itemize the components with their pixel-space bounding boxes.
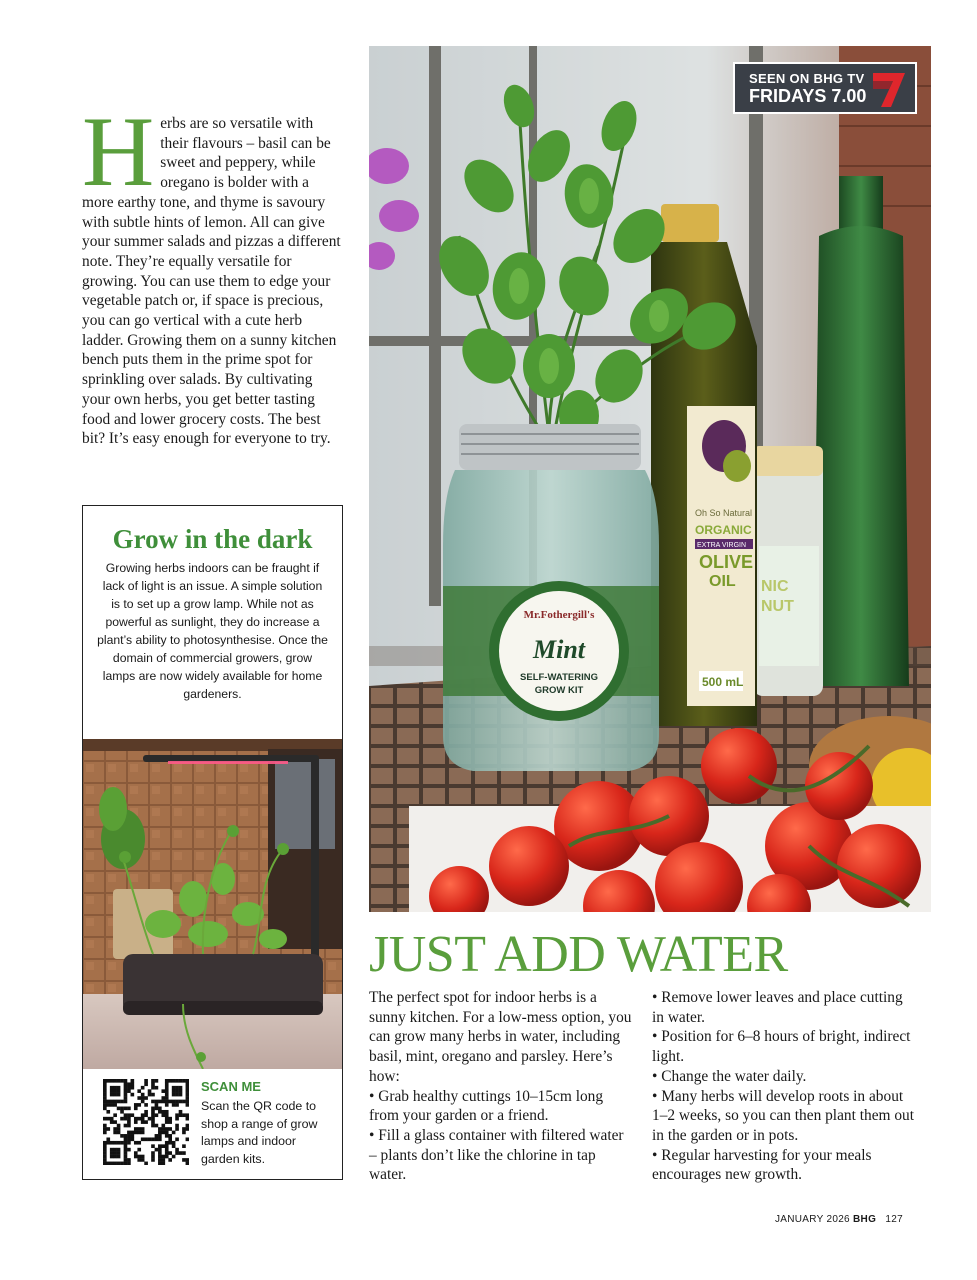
seen-on-tv-badge (733, 62, 917, 114)
article-paragraph: • Regular harvesting for your meals encourages new growth. (652, 1146, 872, 1184)
scan-me-body: Scan the QR code to shop a range of grow lamps and indoor garden kits. (201, 1099, 318, 1166)
sidebar-title: Grow in the dark (112, 524, 313, 554)
grow-in-the-dark-box (82, 505, 343, 1180)
oil-name-1: OLIVE (699, 552, 754, 572)
scan-me-title: SCAN ME (201, 1079, 261, 1094)
article-column-1 (369, 988, 633, 1185)
intro-paragraph (82, 96, 344, 449)
coconut-label-1: NIC (761, 578, 789, 595)
oil-organic: ORGANIC (695, 523, 752, 537)
oil-virgin: EXTRA VIRGIN (697, 542, 747, 549)
oil-name-2: OIL (709, 573, 736, 590)
jar-line-2: GROW KIT (534, 685, 584, 696)
jar-line-1: SELF-WATERING (520, 672, 598, 683)
intro-text: erbs are so versatile with their flavours – basil can be sweet and peppery, while oregano is bolder with a more earthy tone, and thyme is savoury with subtle hints of lemon. All can give your summer salads and pizzas a different note. They’re equally versatile for growing. You can use them to edge your vegetable patch or, if space is precious, you can go vertical with a cute herb ladder. Growing them on a sunny kitchen bench puts them in the prime spot for sprinkling over salads. By cultivating your own herbs, you get better tasting food and lower grocery costs. The best bit? It’s easy enough for everyone to try. (82, 115, 341, 448)
page-number: 127 (885, 1214, 903, 1225)
folio-date: JANUARY 2026 (774, 1214, 850, 1225)
grow-lamp-photo (83, 739, 342, 1069)
jar-brand: Mr.Fothergill's (523, 609, 595, 621)
article-paragraph: • Grab healthy cuttings 10–15cm long from your garden or a friend. (369, 1087, 604, 1125)
coconut-label-2: NUT (761, 598, 794, 615)
oil-brand: Oh So Natural (695, 508, 753, 518)
sidebar-body: Growing herbs indoors can be fraught if lack of light is an issue. A simple solution is to set up a grow lamp. While not as powerful as sunlight, they do increase a plant’s ability to photosynthesise. Once the domain of commercial growers, grow lamps are now widely available for home gardeners. (97, 561, 328, 701)
drop-cap: H (82, 96, 155, 207)
qr-code[interactable] (103, 1079, 189, 1165)
oil-volume: 500 mL (702, 675, 744, 689)
folio-magazine: BHG (853, 1214, 877, 1225)
badge-line-2: FRIDAYS 7.00 (749, 86, 867, 106)
channel-seven-logo-icon (871, 69, 907, 109)
article-paragraph: The perfect spot for indoor herbs is a sunny kitchen. For a low-mess option, you can grow many herbs in water, including basil, mint, oregano and parsley. Here’s how: (369, 989, 632, 1085)
article-paragraph: • Change the water daily. (652, 1067, 807, 1085)
article-paragraph: • Position for 6–8 hours of bright, indirect light. (652, 1028, 911, 1066)
article-headline: JUST ADD WATER (369, 926, 788, 983)
article-paragraph: • Many herbs will develop roots in about 1–2 weeks, so you can then plant them out in the garden or in pots. (652, 1087, 915, 1144)
article-column-2 (652, 988, 916, 1185)
jar-herb: Mint (532, 635, 586, 664)
article-paragraph: • Remove lower leaves and place cutting in water. (652, 989, 903, 1026)
mint-jar-photo (369, 46, 931, 912)
article-paragraph: • Fill a glass container with filtered water – plants don’t like the chlorine in tap water. (369, 1126, 624, 1184)
page-folio (775, 1214, 903, 1225)
badge-line-1: SEEN ON BHG TV (749, 71, 865, 86)
